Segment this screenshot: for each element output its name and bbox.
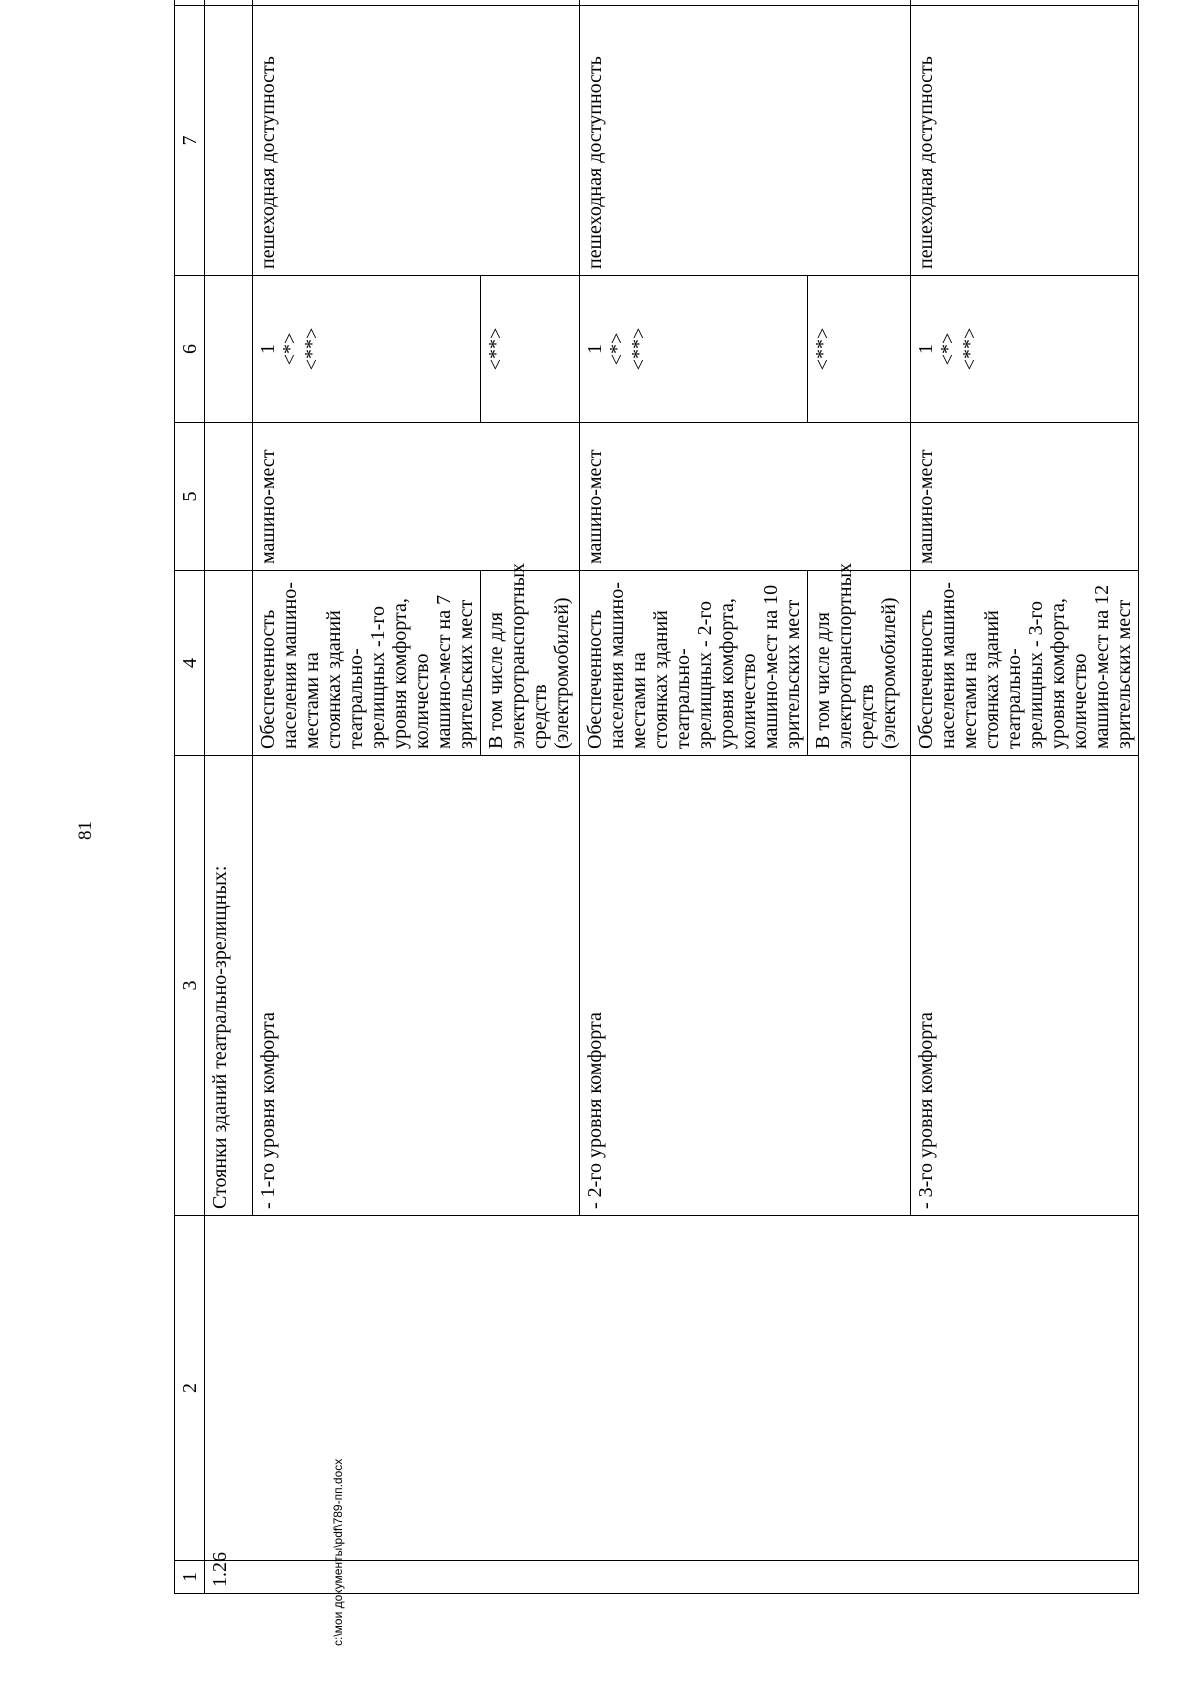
comfort-level-cell: - 3-го уровня комфорта	[911, 756, 1139, 1216]
comfort-level-cell: - 1-го уровня комфорта	[253, 756, 580, 1216]
accessibility-cell: пешеходная доступность	[253, 6, 580, 276]
header-cell-8	[175, 0, 205, 6]
comfort-level-cell: - 2-го уровня комфорта	[580, 756, 911, 1216]
empty-cell	[205, 571, 253, 756]
header-cell-7: 7	[175, 6, 205, 276]
accessibility-cell: пешеходная доступность	[911, 6, 1139, 276]
header-cell-4: 4	[175, 571, 205, 756]
row-number: 1.26	[209, 1552, 231, 1587]
norms-table	[174, 0, 1139, 1594]
page-number: 81	[75, 821, 96, 840]
value-sub-cell: <**>	[481, 276, 580, 423]
header-cell-1: 1	[175, 1561, 205, 1594]
header-cell-2: 2	[175, 1216, 205, 1561]
value-sub-cell: <**>	[808, 276, 911, 423]
unit-cell: машино-мест	[253, 423, 580, 571]
accessibility-unit-cell	[253, 0, 580, 6]
header-cell-6: 6	[175, 276, 205, 423]
header-row	[175, 0, 205, 1594]
header-cell-5: 5	[175, 423, 205, 571]
indicator-cell: Обеспеченность населения машино-местами на стоянках зданий театрально-зрелищных - 3-го уровня комфорта, количество машино-мест на 12 зрительских мест	[911, 571, 1139, 756]
indicator-sub-cell: В том числе для электротранспортных средств (электромобилей)	[808, 571, 911, 756]
empty-cell	[205, 0, 253, 6]
value-cell: 1 <*> <**>	[580, 276, 808, 423]
accessibility-unit-cell	[580, 0, 911, 6]
value-cell: 1 <*> <**>	[253, 276, 481, 423]
accessibility-cell: пешеходная доступность	[580, 6, 911, 276]
value-cell: 1 <*> <**>	[911, 276, 1139, 423]
empty-cell	[205, 6, 253, 276]
group-title-cell	[205, 756, 253, 1216]
unit-cell: машино-мест	[911, 423, 1139, 571]
indicator-cell: Обеспеченность населения машино-местами на стоянках зданий театрально-зрелищных -1-го уровня комфорта, количество машино-мест на 7 зрительских мест	[253, 571, 481, 756]
accessibility-unit-cell	[911, 0, 1139, 6]
empty-cell	[205, 423, 253, 571]
rotated-table-container	[174, 56, 1135, 1594]
table-row-group	[205, 0, 253, 1594]
indicator-cell: Обеспеченность населения машино-местами на стоянках зданий театрально-зрелищных - 2-го уровня комфорта, количество машино-мест на 10 зрительских мест	[580, 571, 808, 756]
group-title: Стоянки зданий театрально-зрелищных:	[209, 865, 231, 1209]
file-path-footer: c:\мои документы\pdf\789-пп.docx	[331, 1458, 345, 1646]
unit-cell: машино-мест	[580, 423, 911, 571]
indicator-sub-cell: В том числе для электротранспортных средств (электромобилей)	[481, 571, 580, 756]
header-cell-3: 3	[175, 756, 205, 1216]
empty-cell	[205, 276, 253, 423]
